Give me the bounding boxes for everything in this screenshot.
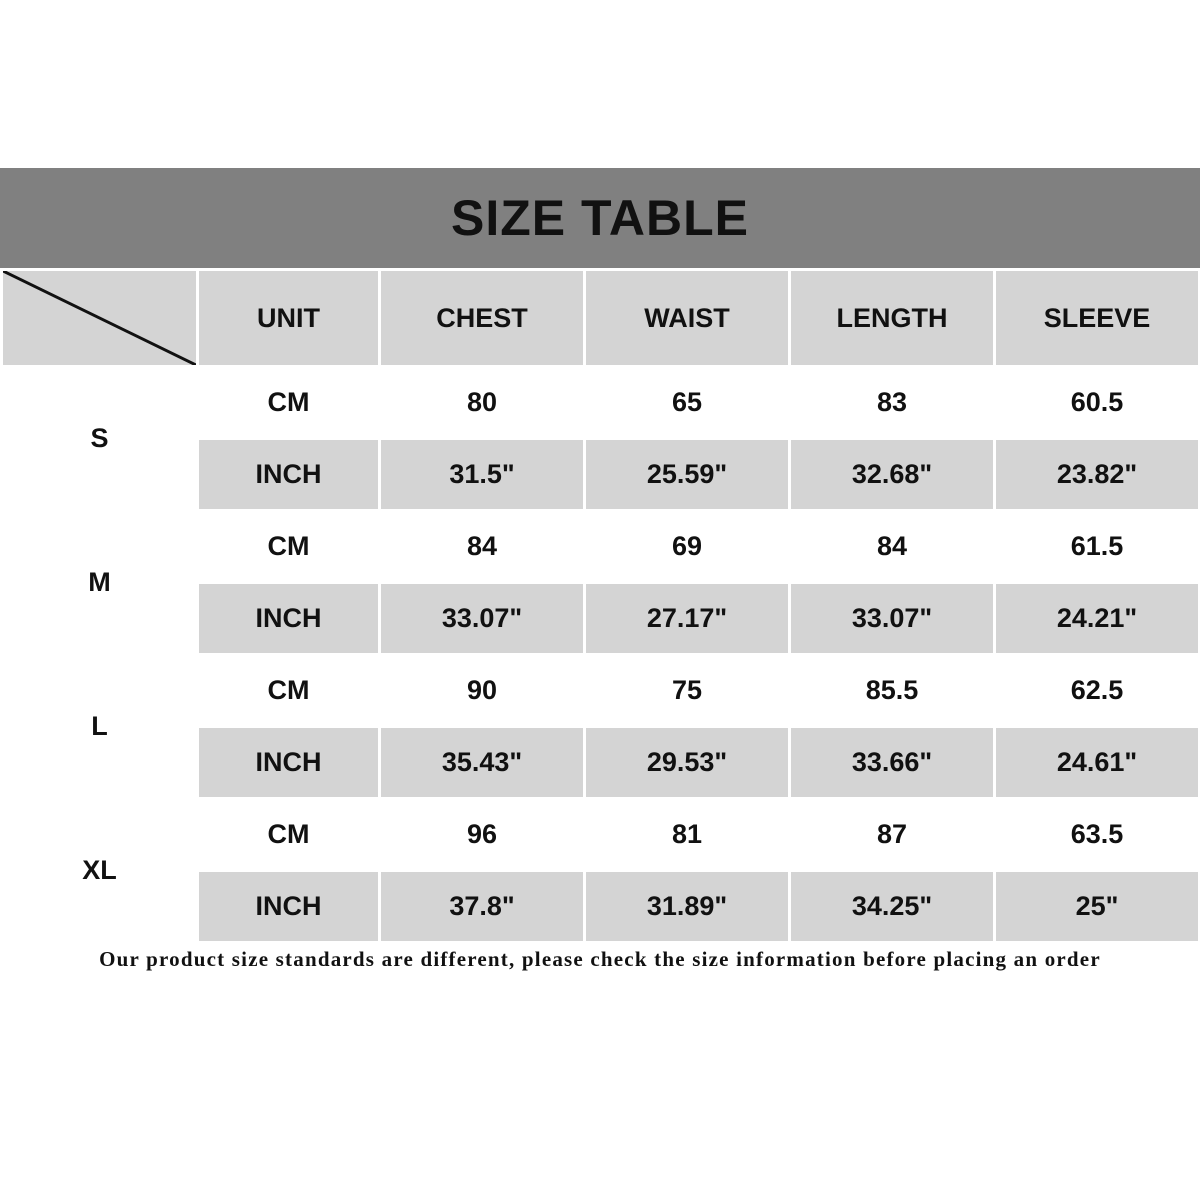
cell-l-inch-waist: 29.53" bbox=[585, 727, 790, 799]
cell-s-inch-sleeve: 23.82" bbox=[995, 439, 1200, 511]
cell-l-cm-waist: 75 bbox=[585, 655, 790, 727]
cell-l-cm-chest: 90 bbox=[380, 655, 585, 727]
cell-xl-inch-waist: 31.89" bbox=[585, 871, 790, 943]
cell-m-inch-chest: 33.07" bbox=[380, 583, 585, 655]
table-header-row bbox=[2, 270, 1200, 367]
cell-s-cm-sleeve: 60.5 bbox=[995, 367, 1200, 439]
title-bar bbox=[0, 168, 1200, 268]
size-label-l: L bbox=[2, 655, 198, 799]
cell-s-cm-chest: 80 bbox=[380, 367, 585, 439]
size-label-xl: XL bbox=[2, 799, 198, 943]
cell-xl-cm-waist: 81 bbox=[585, 799, 790, 871]
column-header-unit: UNIT bbox=[198, 270, 380, 367]
cell-m-inch-waist: 27.17" bbox=[585, 583, 790, 655]
unit-label-inch: INCH bbox=[198, 439, 380, 511]
cell-l-cm-sleeve: 62.5 bbox=[995, 655, 1200, 727]
cell-s-inch-length: 32.68" bbox=[790, 439, 995, 511]
unit-label-cm: CM bbox=[198, 799, 380, 871]
page-title: SIZE TABLE bbox=[451, 190, 749, 246]
diagonal-line-icon bbox=[3, 271, 196, 365]
size-label-s: S bbox=[2, 367, 198, 511]
unit-label-cm: CM bbox=[198, 655, 380, 727]
cell-xl-cm-length: 87 bbox=[790, 799, 995, 871]
table-row bbox=[2, 655, 1200, 727]
cell-l-inch-length: 33.66" bbox=[790, 727, 995, 799]
cell-m-cm-chest: 84 bbox=[380, 511, 585, 583]
cell-m-cm-sleeve: 61.5 bbox=[995, 511, 1200, 583]
cell-l-cm-length: 85.5 bbox=[790, 655, 995, 727]
cell-m-inch-sleeve: 24.21" bbox=[995, 583, 1200, 655]
cell-s-inch-waist: 25.59" bbox=[585, 439, 790, 511]
cell-s-cm-length: 83 bbox=[790, 367, 995, 439]
size-label-m: M bbox=[2, 511, 198, 655]
size-table bbox=[0, 268, 1200, 944]
unit-label-inch: INCH bbox=[198, 583, 380, 655]
cell-l-inch-sleeve: 24.61" bbox=[995, 727, 1200, 799]
cell-s-cm-waist: 65 bbox=[585, 367, 790, 439]
table-row bbox=[2, 799, 1200, 871]
column-header-sleeve: SLEEVE bbox=[995, 270, 1200, 367]
cell-m-cm-waist: 69 bbox=[585, 511, 790, 583]
unit-label-cm: CM bbox=[198, 367, 380, 439]
size-disclaimer-note: Our product size standards are different, please check the size information before placing an order bbox=[99, 947, 1101, 971]
cell-s-inch-chest: 31.5" bbox=[380, 439, 585, 511]
cell-l-inch-chest: 35.43" bbox=[380, 727, 585, 799]
cell-xl-inch-length: 34.25" bbox=[790, 871, 995, 943]
table-row bbox=[2, 367, 1200, 439]
column-header-chest: CHEST bbox=[380, 270, 585, 367]
corner-diagonal-cell bbox=[2, 270, 198, 367]
cell-m-inch-length: 33.07" bbox=[790, 583, 995, 655]
unit-label-inch: INCH bbox=[198, 727, 380, 799]
cell-xl-inch-sleeve: 25" bbox=[995, 871, 1200, 943]
cell-m-cm-length: 84 bbox=[790, 511, 995, 583]
table-row bbox=[2, 511, 1200, 583]
column-header-waist: WAIST bbox=[585, 270, 790, 367]
unit-label-inch: INCH bbox=[198, 871, 380, 943]
cell-xl-cm-chest: 96 bbox=[380, 799, 585, 871]
column-header-length: LENGTH bbox=[790, 270, 995, 367]
unit-label-cm: CM bbox=[198, 511, 380, 583]
cell-xl-cm-sleeve: 63.5 bbox=[995, 799, 1200, 871]
cell-xl-inch-chest: 37.8" bbox=[380, 871, 585, 943]
